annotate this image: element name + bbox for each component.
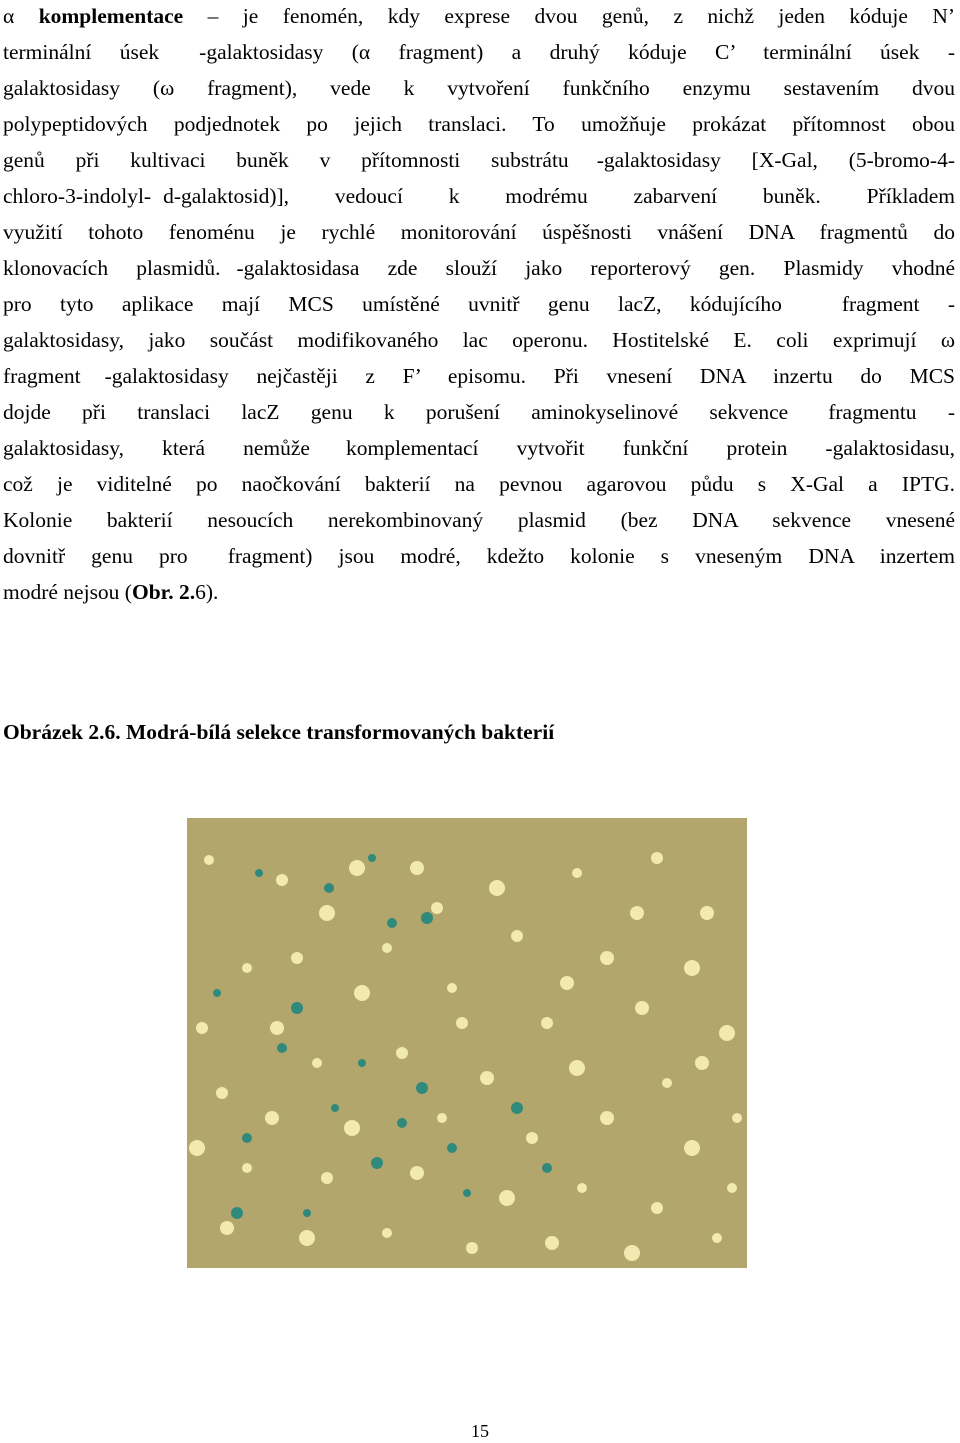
- text-line: klonovacích plasmidů. -galaktosidasa zde slouží jako reporterový gen. Plasmidy vhodné: [3, 256, 955, 280]
- body-paragraph: [3, 0, 955, 612]
- white-colony: [727, 1183, 737, 1193]
- blue-colony: [511, 1102, 523, 1114]
- white-colony: [437, 1113, 447, 1123]
- blue-colony: [358, 1059, 366, 1067]
- white-colony: [651, 1202, 663, 1214]
- blue-colony: [447, 1143, 457, 1153]
- blue-colony: [421, 912, 433, 924]
- blue-colony: [242, 1133, 252, 1143]
- white-colony: [349, 860, 365, 876]
- white-colony: [242, 1163, 252, 1173]
- white-colony: [291, 952, 303, 964]
- text-line: fragment -galaktosidasy nejčastěji z F’ episomu. Při vnesení DNA inzertu do MCS: [3, 364, 955, 388]
- white-colony: [466, 1242, 478, 1254]
- white-colony: [499, 1190, 515, 1206]
- text-line: galaktosidasy (ω fragment), vede k vytvoření funkčního enzymu sestavením dvou: [3, 76, 955, 100]
- white-colony: [695, 1056, 709, 1070]
- white-colony: [572, 868, 582, 878]
- text-line: modré nejsou (Obr. 2.6).: [3, 580, 219, 604]
- white-colony: [600, 1111, 614, 1125]
- text-line: což je viditelné po naočkování bakterií na pevnou agarovou půdu s X-Gal a IPTG.: [3, 472, 955, 496]
- white-colony: [410, 1166, 424, 1180]
- blue-colony: [255, 869, 263, 877]
- white-colony: [319, 905, 335, 921]
- white-colony: [635, 1001, 649, 1015]
- blue-colony: [213, 989, 221, 997]
- white-colony: [189, 1140, 205, 1156]
- white-colony: [684, 1140, 700, 1156]
- text-line: galaktosidasy, která nemůže komplementací vytvořit funkční protein -galaktosidasu,: [3, 436, 955, 460]
- blue-colony: [416, 1082, 428, 1094]
- text-line: genů při kultivaci buněk v přítomnosti substrátu -galaktosidasy [X-Gal, (5-bromo-4-: [3, 148, 955, 172]
- blue-colony: [371, 1157, 383, 1169]
- text-line: využití tohoto fenoménu je rychlé monitorování úspěšnosti vnášení DNA fragmentů do: [3, 220, 955, 244]
- white-colony: [489, 880, 505, 896]
- white-colony: [511, 930, 523, 942]
- blue-colony: [542, 1163, 552, 1173]
- white-colony: [299, 1230, 315, 1246]
- white-colony: [382, 1228, 392, 1238]
- blue-colony: [387, 918, 397, 928]
- white-colony: [220, 1221, 234, 1235]
- white-colony: [276, 874, 288, 886]
- white-colony: [382, 943, 392, 953]
- white-colony: [216, 1087, 228, 1099]
- white-colony: [712, 1233, 722, 1243]
- white-colony: [560, 976, 574, 990]
- blue-colony: [368, 854, 376, 862]
- text-line: chloro-3-indolyl- d-galaktosid)], vedoucí k modrému zabarvení buněk. Příkladem: [3, 184, 955, 208]
- text-line: Kolonie bakterií nesoucích nerekombinovaný plasmid (bez DNA sekvence vnesené: [3, 508, 955, 532]
- white-colony: [344, 1120, 360, 1136]
- text-line: terminální úsek -galaktosidasy (α fragment) a druhý kóduje C’ terminální úsek -: [3, 40, 955, 64]
- white-colony: [456, 1017, 468, 1029]
- white-colony: [662, 1078, 672, 1088]
- white-colony: [196, 1022, 208, 1034]
- text-line: dojde při translaci lacZ genu k porušení aminokyselinové sekvence fragmentu -: [3, 400, 955, 424]
- text-line: α komplementace – je fenomén, kdy exprese dvou genů, z nichž jeden kóduje N’: [3, 4, 956, 28]
- white-colony: [630, 906, 644, 920]
- text-line: polypeptidových podjednotek po jejich translaci. To umožňuje prokázat přítomnost obou: [3, 112, 955, 136]
- white-colony: [396, 1047, 408, 1059]
- white-colony: [312, 1058, 322, 1068]
- agar-background: [187, 818, 747, 1268]
- white-colony: [204, 855, 214, 865]
- blue-colony: [463, 1189, 471, 1197]
- white-colony: [545, 1236, 559, 1250]
- white-colony: [541, 1017, 553, 1029]
- white-colony: [719, 1025, 735, 1041]
- colony-photo-canvas: [187, 818, 747, 1268]
- white-colony: [270, 1021, 284, 1035]
- blue-colony: [291, 1002, 303, 1014]
- white-colony: [410, 861, 424, 875]
- petri-dish-photo: [187, 818, 747, 1268]
- white-colony: [700, 906, 714, 920]
- white-colony: [732, 1113, 742, 1123]
- white-colony: [354, 985, 370, 1001]
- white-colony: [526, 1132, 538, 1144]
- white-colony: [600, 951, 614, 965]
- blue-colony: [303, 1209, 311, 1217]
- text-line: pro tyto aplikace mají MCS umístěné uvnitř genu lacZ, kódujícího fragment -: [3, 292, 955, 316]
- page-number: 15: [471, 1421, 489, 1441]
- white-colony: [265, 1111, 279, 1125]
- text-line: dovnitř genu pro fragment) jsou modré, kdežto kolonie s vneseným DNA inzertem: [3, 544, 955, 568]
- blue-colony: [331, 1104, 339, 1112]
- blue-colony: [277, 1043, 287, 1053]
- white-colony: [242, 963, 252, 973]
- blue-colony: [231, 1207, 243, 1219]
- white-colony: [321, 1172, 333, 1184]
- white-colony: [480, 1071, 494, 1085]
- white-colony: [569, 1060, 585, 1076]
- white-colony: [684, 960, 700, 976]
- white-colony: [431, 902, 443, 914]
- white-colony: [577, 1183, 587, 1193]
- figure-caption: Obrázek 2.6. Modrá-bílá selekce transformovaných bakterií: [3, 720, 555, 744]
- blue-colony: [324, 883, 334, 893]
- white-colony: [624, 1245, 640, 1261]
- white-colony: [447, 983, 457, 993]
- white-colony: [651, 852, 663, 864]
- text-line: galaktosidasy, jako součást modifikovaného lac operonu. Hostitelské E. coli exprimují ω: [3, 328, 955, 352]
- blue-colony: [397, 1118, 407, 1128]
